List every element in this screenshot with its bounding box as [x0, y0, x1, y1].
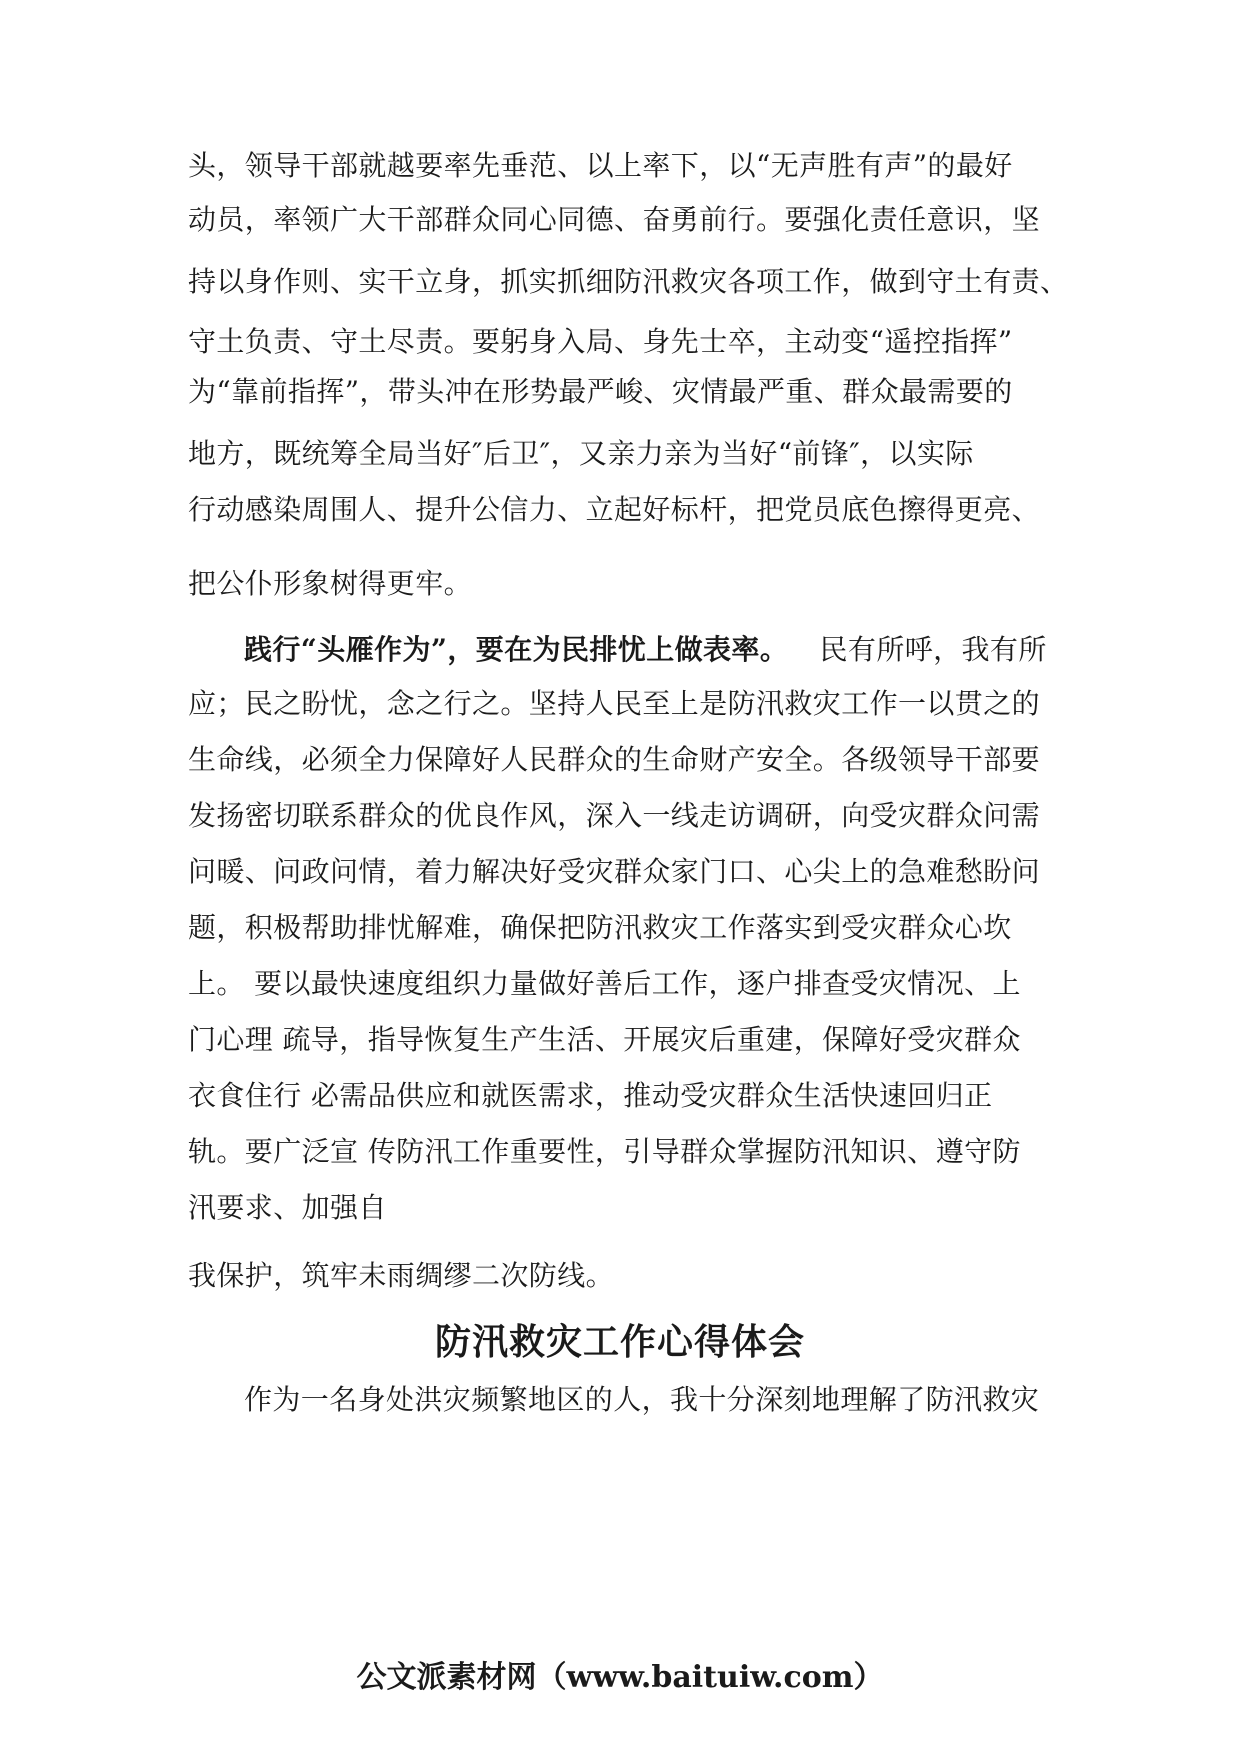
body-text-line: 问暖、问政问情，着力解决好受灾群众家门口、心尖上的急难愁盼问 [188, 855, 1041, 888]
body-text-line: 头，领导干部就越要率先垂范、以上率下，以“无声胜有声”的最好 [188, 149, 1013, 182]
body-text-line: 守土负责、守土尽责。要躬身入局、身先士卒，主动变“遥控指挥” [188, 325, 1013, 358]
section-intro: 作为一名身处洪灾频繁地区的人，我十分深刻地理解了防汛救灾 [244, 1383, 1040, 1416]
body-text-line: 动员，率领广大干部群众同心同德、奋勇前行。要强化责任意识，坚 [188, 203, 1041, 236]
body-text-line: 应；民之盼忧，念之行之。坚持人民至上是防汛救灾工作一以贯之的 [188, 687, 1041, 720]
paragraph-heading-rest: 民有所呼，我有所 [819, 633, 1047, 666]
body-text-line: 题，积极帮助排忧解难，确保把防汛救灾工作落实到受灾群众心坎 [188, 911, 1012, 944]
section-title: 防汛救灾工作心得体会 [434, 1321, 805, 1363]
paragraph-heading: 践行“头雁作为”，要在为民排忧上做表率。 [244, 633, 789, 666]
body-text-line: 我保护，筑牢未雨绸缪二次防线。 [188, 1259, 615, 1292]
body-text-line: 为“靠前指挥”，带头冲在形势最严峻、灾情最严重、群众最需要的 [188, 375, 1013, 408]
body-text-line: 衣食住行 必需品供应和就医需求，推动受灾群众生活快速回归正 [188, 1079, 993, 1112]
body-text-line: 生命线，必须全力保障好人民群众的生命财产安全。各级领导干部要 [188, 743, 1041, 776]
body-text-line: 上。 要以最快速度组织力量做好善后工作，逐户排查受灾情况、上 [188, 967, 1021, 1000]
body-text-line: 发扬密切联系群众的优良作风，深入一线走访调研，向受灾群众问需 [188, 799, 1041, 832]
body-text-line: 行动感染周围人、提升公信力、立起好标杆，把党员底色擦得更亮、 [188, 493, 1041, 526]
body-text-line: 地方，既统筹全局当好″后卫″，又亲力亲为当好“前锋″，以实际 [188, 437, 974, 470]
footer-site-name: 公文派素材网（www.baituiw.com） [356, 1660, 884, 1695]
body-text-line: 轨。要广泛宣 传防汛工作重要性，引导群众掌握防汛知识、遵守防 [188, 1135, 1021, 1168]
paragraph-first-line [244, 630, 1047, 670]
body-text-line: 持以身作则、实干立身，抓实抓细防汛救灾各项工作，做到守土有责、 [188, 265, 1069, 298]
body-text-line: 把公仆形象树得更牢。 [188, 567, 473, 600]
body-text-line: 汛要求、加强自 [188, 1191, 387, 1224]
body-text-line: 门心理 疏导，指导恢复生产生活、开展灾后重建，保障好受灾群众 [188, 1023, 1021, 1056]
